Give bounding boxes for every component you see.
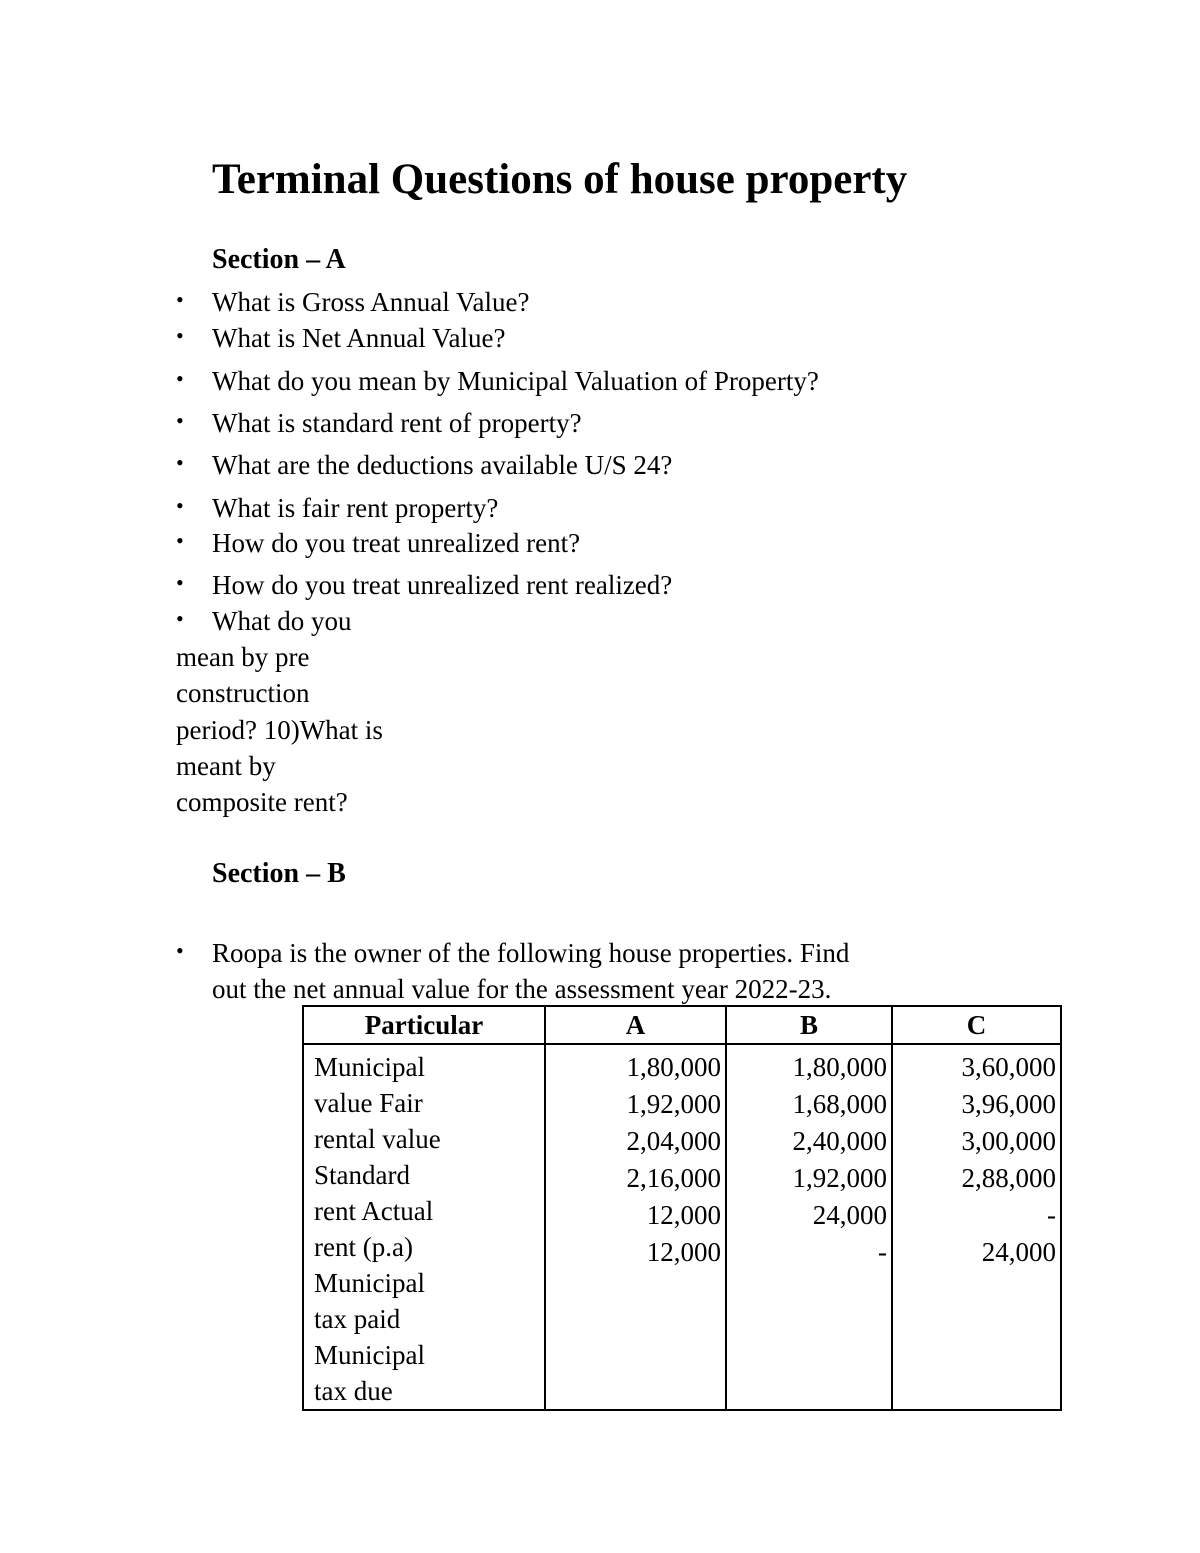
value-b: 24,000 [812,1200,887,1230]
bullet-icon: • [176,938,184,963]
question-text: What is Gross Annual Value? [212,287,530,317]
bullet-icon: • [176,570,184,595]
value-c: 3,00,000 [961,1126,1056,1156]
particular-cell [303,1044,545,1410]
value-b: - [878,1237,887,1267]
problem-statement [176,935,976,1007]
value-a: 2,16,000 [626,1163,721,1193]
section-a-heading: Section – A [212,244,346,275]
header-c: C [892,1006,1061,1044]
value-b: 1,68,000 [792,1089,887,1119]
page-title: Terminal Questions of house property [212,156,908,203]
label-line: Standard [314,1160,410,1190]
problem-line: Roopa is the owner of the following house properties. Find [212,938,850,968]
question-continuation: construction [176,678,310,708]
question-text: What is standard rent of property? [212,408,582,438]
label-line: rent (p.a) [314,1232,413,1262]
value-a: 12,000 [646,1200,721,1230]
bullet-icon: • [176,408,184,433]
question-continuation: meant by [176,751,276,781]
question-text: What is fair rent property? [212,493,499,523]
value-c: 2,88,000 [961,1163,1056,1193]
question-continuation: period? 10)What is [176,715,383,745]
value-a: 1,92,000 [626,1089,721,1119]
bullet-icon: • [176,493,184,518]
label-line: tax paid [314,1304,401,1334]
bullet-icon: • [176,528,184,553]
label-line: Municipal [314,1268,425,1298]
value-a: 12,000 [646,1237,721,1267]
header-particular: Particular [303,1006,545,1044]
problem-line: out the net annual value for the assessment year 2022-23. [212,974,832,1004]
label-line: Municipal [314,1052,425,1082]
bullet-icon: • [176,450,184,475]
bullet-icon: • [176,287,184,312]
value-a: 1,80,000 [626,1052,721,1082]
value-c: 3,96,000 [961,1089,1056,1119]
value-b: 2,40,000 [792,1126,887,1156]
table-row [303,1044,1061,1410]
value-b: 1,92,000 [792,1163,887,1193]
value-a: 2,04,000 [626,1126,721,1156]
header-b: B [726,1006,892,1044]
question-text: How do you treat unrealized rent realized? [212,570,673,600]
label-line: rental value [314,1124,441,1154]
label-line: rent Actual [314,1196,434,1226]
table-header-row [303,1006,1061,1044]
header-a: A [545,1006,726,1044]
question-text: What are the deductions available U/S 24? [212,450,673,480]
column-a-cell [545,1044,726,1410]
question-continuation: mean by pre [176,642,310,672]
question-continuation: composite rent? [176,787,348,817]
label-line: tax due [314,1376,393,1406]
value-c: 24,000 [981,1237,1056,1267]
bullet-icon: • [176,323,184,348]
bullet-icon: • [176,606,184,631]
label-line: Municipal [314,1340,425,1370]
column-b-cell [726,1044,892,1410]
value-c: - [1047,1200,1056,1230]
label-line: value Fair [314,1088,423,1118]
bullet-icon: • [176,366,184,391]
question-text: What do you mean by Municipal Valuation of Property? [212,366,819,396]
question-text: What do you [212,606,352,636]
value-c: 3,60,000 [961,1052,1056,1082]
column-c-cell [892,1044,1061,1410]
question-text: How do you treat unrealized rent? [212,528,581,558]
question-text: What is Net Annual Value? [212,323,506,353]
value-b: 1,80,000 [792,1052,887,1082]
property-table [302,1005,1062,1411]
section-b-heading: Section – B [212,858,346,889]
